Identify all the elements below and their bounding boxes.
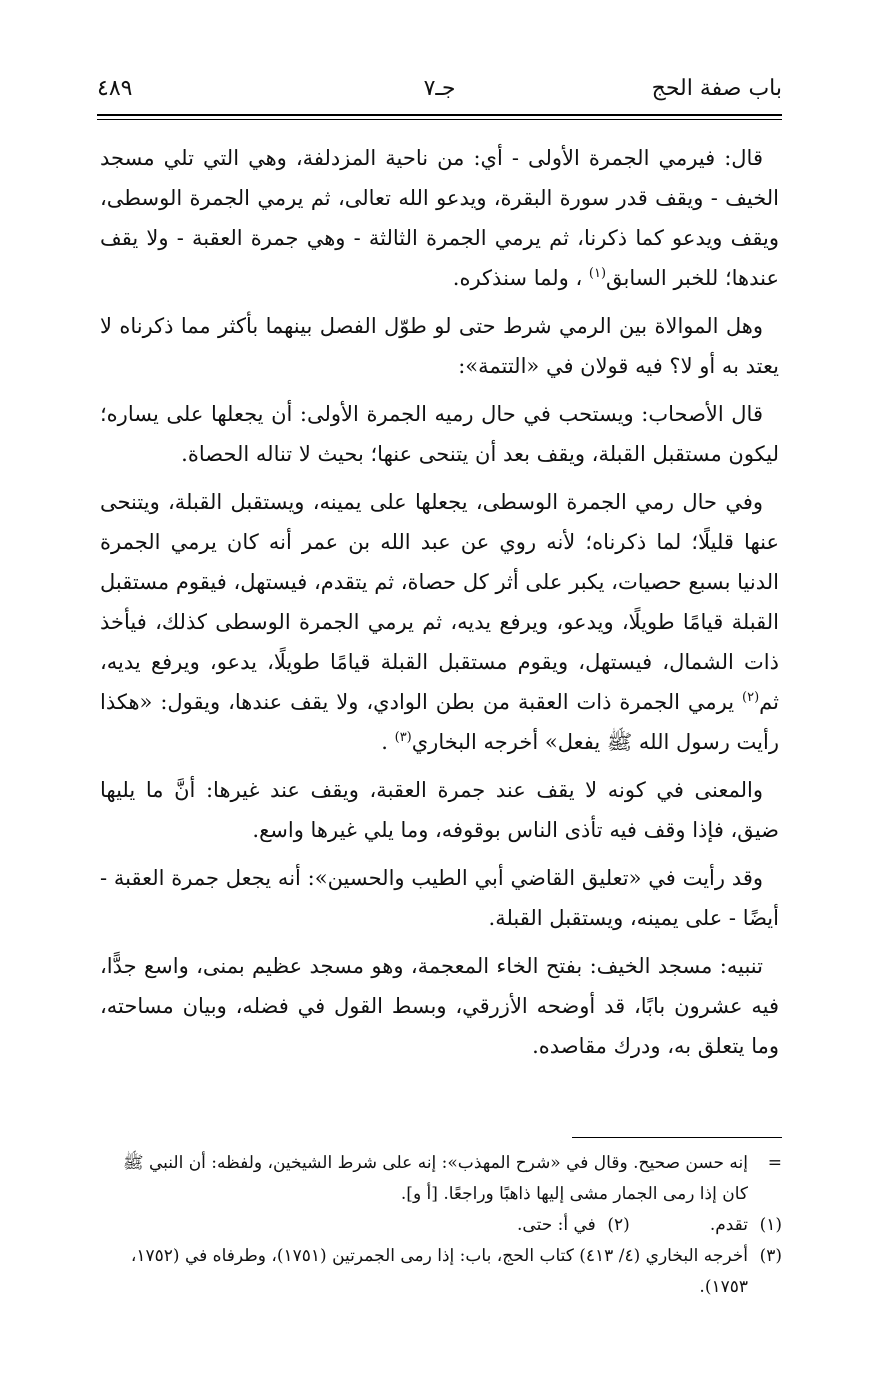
paragraph-1: قال: فيرمي الجمرة الأولى - أي: من ناحية المزدلفة، وهي التي تلي مسجد الخيف - ويقف قدر سورة البقرة، ويدعو الله تعالى، ثم يرمي الجمرة الوسطى، ويقف ويدعو كما ذكرنا، ثم يرمي الجمرة الثالثة - وهي جمرة العقبة - ولا يقف عندها؛ للخبر السابق$^{(١)}$ ، ولما سنذكره. <box>100 146 779 290</box>
paragraph-6: وقد رأيت في «تعليق القاضي أبي الطيب والحسين»: أنه يجعل جمرة العقبة - أيضًا - على يمينه، ويستقبل القبلة. <box>100 866 779 930</box>
header-rule-thin <box>97 119 782 120</box>
footnote-3-mark: (٣) <box>759 1246 782 1266</box>
chapter-title: باب صفة الحج <box>651 76 782 101</box>
paragraph-3: قال الأصحاب: ويستحب في حال رميه الجمرة الأولى: أن يجعلها على يساره؛ ليكون مستقبل القبلة، ويقف بعد أن يتنحى عنها؛ بحيث لا تناله الحصاة. <box>100 402 779 466</box>
continuation-mark: = <box>767 1153 782 1173</box>
volume-label: جـ٧ <box>423 76 456 101</box>
footnote-2-mark: (٢) <box>607 1215 630 1235</box>
footnote-separator <box>572 1137 782 1138</box>
footnote-ref-3[interactable]: (٣) <box>394 730 412 745</box>
paragraph-5: والمعنى في كونه لا يقف عند جمرة العقبة، ويقف عند غيرها: أنَّ ما يليها ضيق، فإذا وقف فيه تأذى الناس بوقوفه، وما يلي غيرها واسع. <box>100 778 779 842</box>
paragraph-2: وهل الموالاة بين الرمي شرط حتى لو طوّل الفصل بينهما بأكثر مما ذكرناه لا يعتد به أو لا؟ فيه قولان في «التتمة»: <box>100 314 779 378</box>
main-text <box>100 138 779 1066</box>
footnote-1-mark: (١) <box>759 1215 782 1235</box>
footnote-3 <box>100 1241 782 1303</box>
footnote-2 <box>517 1210 630 1241</box>
page-number: ٤٨٩ <box>97 76 133 101</box>
footnote-continuation <box>100 1148 782 1210</box>
continuation-text: إنه حسن صحيح. وقال في «شرح المهذب»: إنه على شرط الشيخين، ولفظه: أن النبي ﷺ كان إذا رمى الجمار مشى إليها ذاهبًا وراجعًا. [أ و]. <box>123 1153 748 1204</box>
footnote-ref-2[interactable]: (٢) <box>742 690 760 705</box>
header-rule <box>97 114 782 116</box>
footnote-ref-1[interactable]: (١) <box>588 266 607 281</box>
paragraph-4: وفي حال رمي الجمرة الوسطى، يجعلها على يمينه، ويستقبل القبلة، ويتنحى عنها قليلًا؛ لما ذكرناه؛ لأنه روي عن عبد الله بن عمر أنه كان يرمي الجمرة الدنيا بسبع حصيات، يكبر على أثر كل حصاة، ثم يتقدم، فيستهل، فيقوم مستقبل القبلة قيامًا طويلًا، ويدعو، ويرفع يديه، ثم يرمي الجمرة الوسطى كذلك، فيأخذ ذات الشمال، فيستهل، ويقوم مستقبل القبلة قيامًا طويلًا، يدعو، ويرفع يديه، ثم$^{(٢)}$ يرمي الجمرة ذات العقبة من بطن الوادي، ولا يقف عندها، ويقول: «هكذا رأيت رسول الله ﷺ يفعل» أخرجه البخاري$^{(٣)}$ . <box>100 490 779 754</box>
footnote-3-text: أخرجه البخاري (٤/ ٤١٣) كتاب الحج، باب: إذا رمى الجمرتين (١٧٥١)، وطرفاه في (١٧٥٢، ١٧٥٣). <box>130 1246 748 1297</box>
footnote-pair <box>100 1210 782 1241</box>
page-header <box>97 70 782 110</box>
footnotes <box>100 1148 782 1303</box>
paragraph-7: تنبيه: مسجد الخيف: بفتح الخاء المعجمة، وهو مسجد عظيم بمنى، واسع جدًّا، فيه عشرون بابًا، قد أوضحه الأزرقي، وبسط القول في فضله، وبيان مساحته، وما يتعلق به، ودرك مقاصده. <box>100 954 779 1058</box>
footnote-2-text: في أ: حتى. <box>517 1215 596 1235</box>
footnote-1 <box>710 1210 782 1241</box>
footnote-1-text: تقدم. <box>709 1215 748 1235</box>
